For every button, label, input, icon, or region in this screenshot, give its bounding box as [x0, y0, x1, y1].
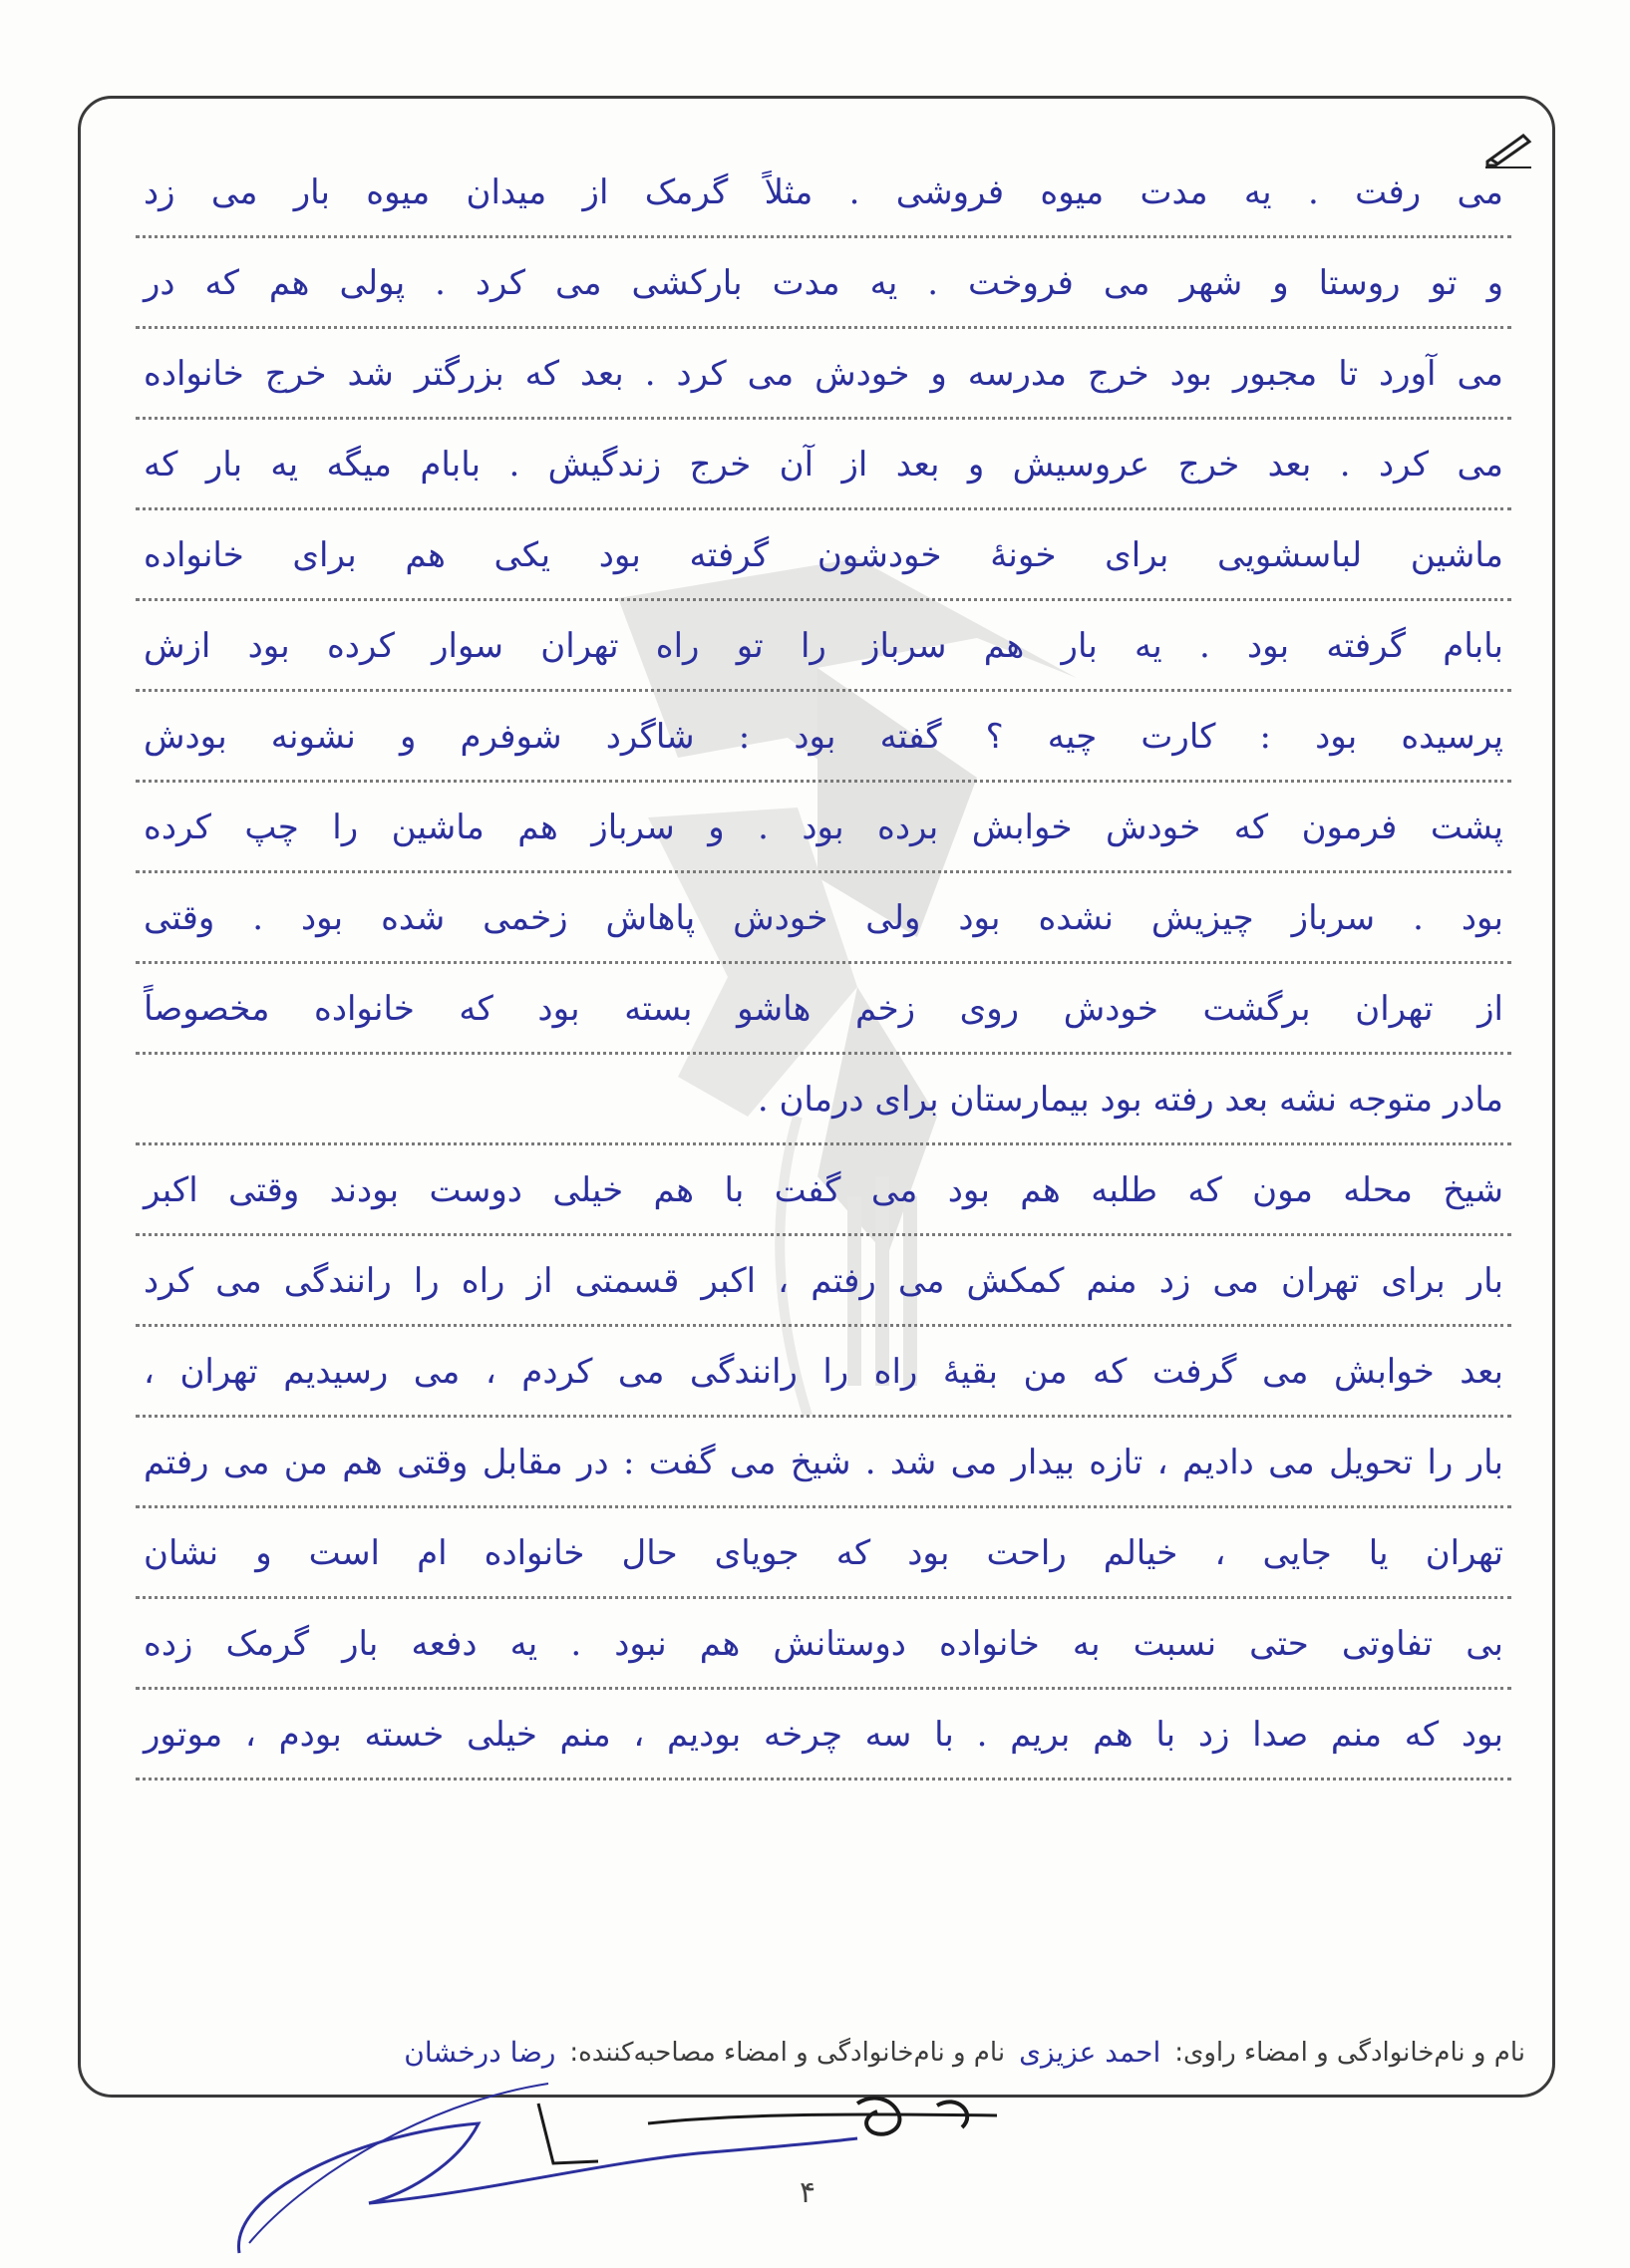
text-line: پرسیده بود : کارت چیه ؟ گفته بود : شاگرد شوفرم و نشونه بودش	[136, 692, 1511, 783]
text-line: بابام گرفته بود . یه بار هم سرباز را تو راه تهران سوار کرده بود ازش	[136, 601, 1511, 692]
text-line: پشت فرمون که خودش خوابش برده بود . و سرباز هم ماشین را چپ کرده	[136, 783, 1511, 873]
signatures	[219, 2044, 1117, 2263]
text-line: و تو روستا و شهر می فروخت . یه مدت بارکشی می کرد . پولی هم که در	[136, 238, 1511, 329]
interviewer-name: رضا درخشان	[404, 2036, 556, 2069]
text-line: بار را تحویل می دادیم ، تازه بیدار می شد . شیخ می گفت : در مقابل وقتی هم من می رفتم	[136, 1418, 1511, 1508]
text-line: بود که منم صدا زد با هم بریم . با سه چرخه بودیم ، منم خیلی خسته بودم ، موتور	[136, 1690, 1511, 1781]
text-line: بار برای تهران می زد منم کمکش می رفتم ، اکبر قسمتی از راه را رانندگی می کرد	[136, 1236, 1511, 1327]
text-line: از تهران برگشت خودش روی زخم هاشو بسته بود که خانواده مخصوصاً	[136, 964, 1511, 1055]
narrator-name: احمد عزیزی	[1019, 2036, 1161, 2069]
text-line: تهران یا جایی ، خیالم راحت بود که جویای حال خانواده ام است و نشان	[136, 1508, 1511, 1599]
text-line: بود . سرباز چیزیش نشده بود ولی خودش پاهاش زخمی شده بود . وقتی	[136, 873, 1511, 964]
text-line: می کرد . بعد خرج عروسیش و بعد از آن خرج زندگیش . بابام میگه یه بار که	[136, 420, 1511, 510]
text-line: می آورد تا مجبور بود خرج مدرسه و خودش می کرد . بعد که بزرگتر شد خرج خانواده	[136, 329, 1511, 420]
text-line: مادر متوجه نشه بعد رفته بود بیمارستان برای درمان .	[136, 1055, 1511, 1145]
page-number: ۴	[799, 2175, 816, 2210]
narrator-label: نام و نام‌خانوادگی و امضاء راوی:	[1174, 2037, 1525, 2068]
interviewer-label: نام و نام‌خانوادگی و امضاء مصاحبه‌کننده:	[569, 2037, 1006, 2068]
text-line: ماشین لباسشویی برای خونهٔ خودشون گرفته بود یکی هم برای خانواده	[136, 510, 1511, 601]
text-line: شیخ محله مون که طلبه هم بود می گفت با هم خیلی دوست بودند وقتی اکبر	[136, 1145, 1511, 1236]
handwritten-text-body	[136, 148, 1511, 1781]
text-line: بی تفاوتی حتی نسبت به خانواده دوستانش هم نبود . یه دفعه بار گرمک زده	[136, 1599, 1511, 1690]
text-line: می رفت . یه مدت میوه فروشی . مثلاً گرمک از میدان میوه بار می زد	[136, 148, 1511, 238]
text-line: بعد خوابش می گرفت که من بقیهٔ راه را رانندگی می کردم ، می رسیدیم تهران ،	[136, 1327, 1511, 1418]
